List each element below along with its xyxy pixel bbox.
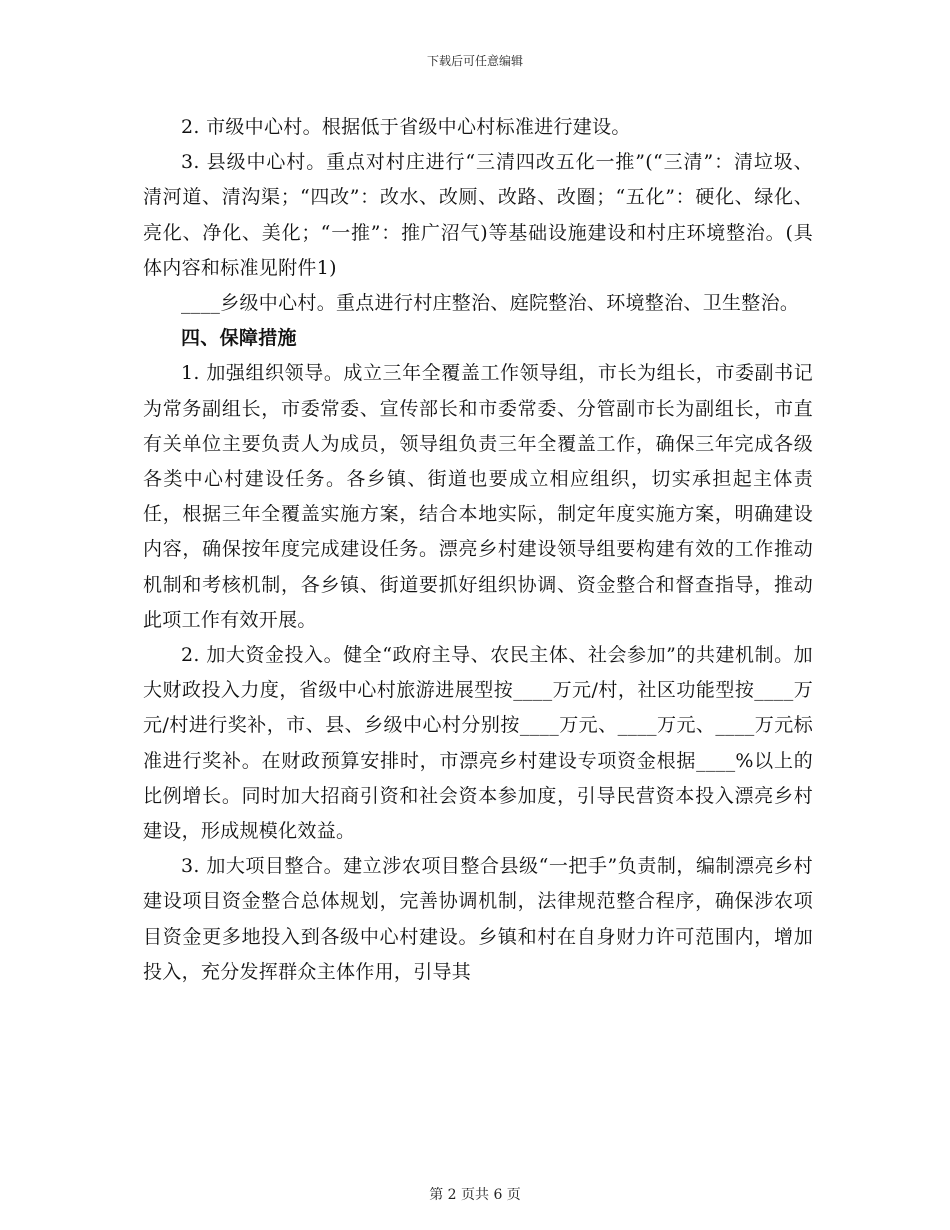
document-body (143, 110, 813, 990)
paragraph-organization: 1. 加强组织领导。成立三年全覆盖工作领导组，市长为组长，市委副书记为常务副组长，市委常委、宣传部长和市委常委、分管副市长为副组长，市直有关单位主要负责人为成员，领导组负责三年全覆盖工作，确保三年完成各级各类中心村建设任务。各乡镇、街道也要成立相应组织，切实承担起主体责任，根据三年全覆盖实施方案，结合本地实际，制定年度实施方案，明确建设内容，确保按年度完成建设任务。漂亮乡村建设领导组要构建有效的工作推动机制和考核机制，各乡镇、街道要抓好组织协调、资金整合和督查指导，推动此项工作有效开展。 (143, 362, 813, 631)
page-header: 下载后可任意编辑 (426, 54, 523, 68)
section-heading: 四、保障措施 (181, 327, 297, 350)
paragraph-projects: 3. 加大项目整合。建立涉农项目整合县级“一把手”负责制，编制漂亮乡村建设项目资金整合总体规划，完善协调机制，法律规范整合程序，确保涉农项目资金更多地投入到各级中心村建设。乡镇和村在自身财力许可范围内，增加投入，充分发挥群众主体作用，引导其 (143, 855, 813, 983)
paragraph-funding: 2. 加大资金投入。健全“政府主导、农民主体、社会参加”的共建机制。加大财政投入力度，省级中心村旅游进展型按____万元/村，社区功能型按____万元/村进行奖补，市、县、乡级中心村分别按____万元、____万元、____万元标准进行奖补。在财政预算安排时，市漂亮乡村建设专项资金根据____%以上的比例增长。同时加大招商引资和社会资本参加度，引导民营资本投入漂亮乡村建设，形成规模化效益。 (143, 644, 813, 843)
paragraph-township-village: ____乡级中心村。重点进行村庄整治、庭院整治、环境整治、卫生整治。 (181, 292, 800, 315)
page-footer: 第 2 页共 6 页 (429, 1187, 521, 1203)
paragraph-county-village: 3. 县级中心村。重点对村庄进行“三清四改五化一推”(“三清”：清垃圾、清河道、清沟渠；“四改”：改水、改厕、改路、改圈；“五化”：硬化、绿化、亮化、净化、美化；“一推”：推广沼气)等基础设施建设和村庄环境整治。(具体内容和标准见附件1) (143, 151, 813, 279)
paragraph-city-village: 2. 市级中心村。根据低于省级中心村标准进行建设。 (181, 116, 631, 138)
